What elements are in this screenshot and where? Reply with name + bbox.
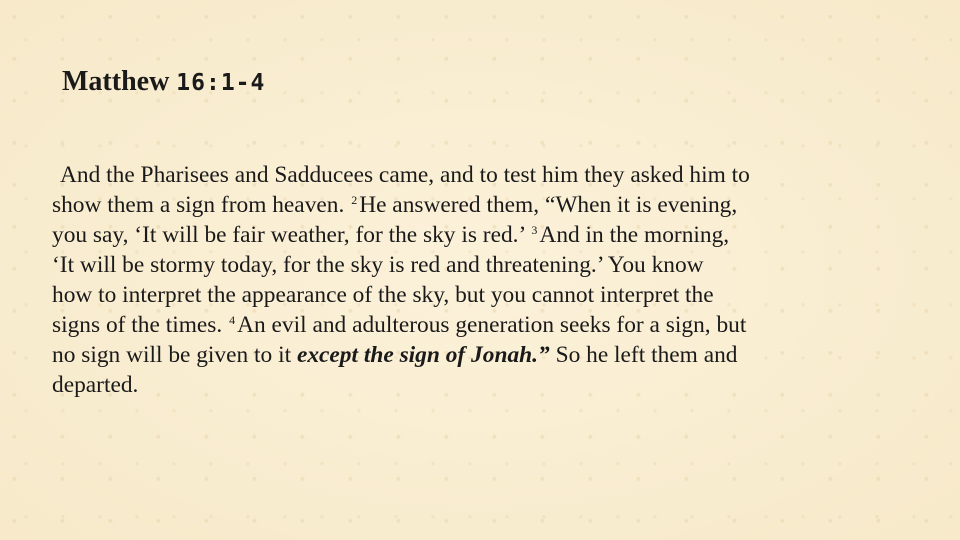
passage-text: you say, ‘It will be fair weather, for the sky is red.’ — [52, 222, 525, 248]
passage-text: how to interpret the appearance of the sky, but you cannot interpret the — [52, 282, 714, 308]
passage-line-3 — [52, 220, 892, 250]
book-name: Matthew — [62, 66, 170, 97]
passage-text: So he left them and — [555, 342, 738, 368]
passage-text: He answered them, “When it is evening, — [359, 192, 738, 218]
passage-text: And the Pharisees and Sadducees came, and to test him they asked him to — [60, 162, 750, 188]
passage-text: And in the morning, — [539, 222, 730, 248]
page-title — [62, 64, 265, 101]
chapter-verse-reference: 16:1-4 — [176, 70, 266, 96]
passage-text: no sign will be given to it — [52, 342, 292, 368]
passage-text: show them a sign from heaven. — [52, 192, 345, 218]
verse-number-3: 3 — [531, 223, 538, 237]
emphasized-text: except the sign of Jonah.” — [296, 342, 550, 368]
passage-text: signs of the times. — [52, 312, 223, 338]
verse-number-2: 2 — [351, 193, 358, 207]
verse-number-4: 4 — [229, 313, 236, 327]
passage-text: departed. — [52, 372, 139, 398]
passage-line-2 — [52, 190, 892, 220]
scripture-passage — [52, 160, 892, 400]
passage-text: ‘It will be stormy today, for the sky is red and threatening.’ You know — [52, 252, 704, 278]
passage-line-5 — [52, 280, 892, 310]
passage-line-7 — [52, 340, 892, 370]
passage-line-1 — [52, 160, 892, 190]
passage-line-4 — [52, 250, 892, 280]
passage-line-8 — [52, 370, 892, 400]
passage-text: An evil and adulterous generation seeks for a sign, but — [237, 312, 747, 338]
passage-line-6 — [52, 310, 892, 340]
